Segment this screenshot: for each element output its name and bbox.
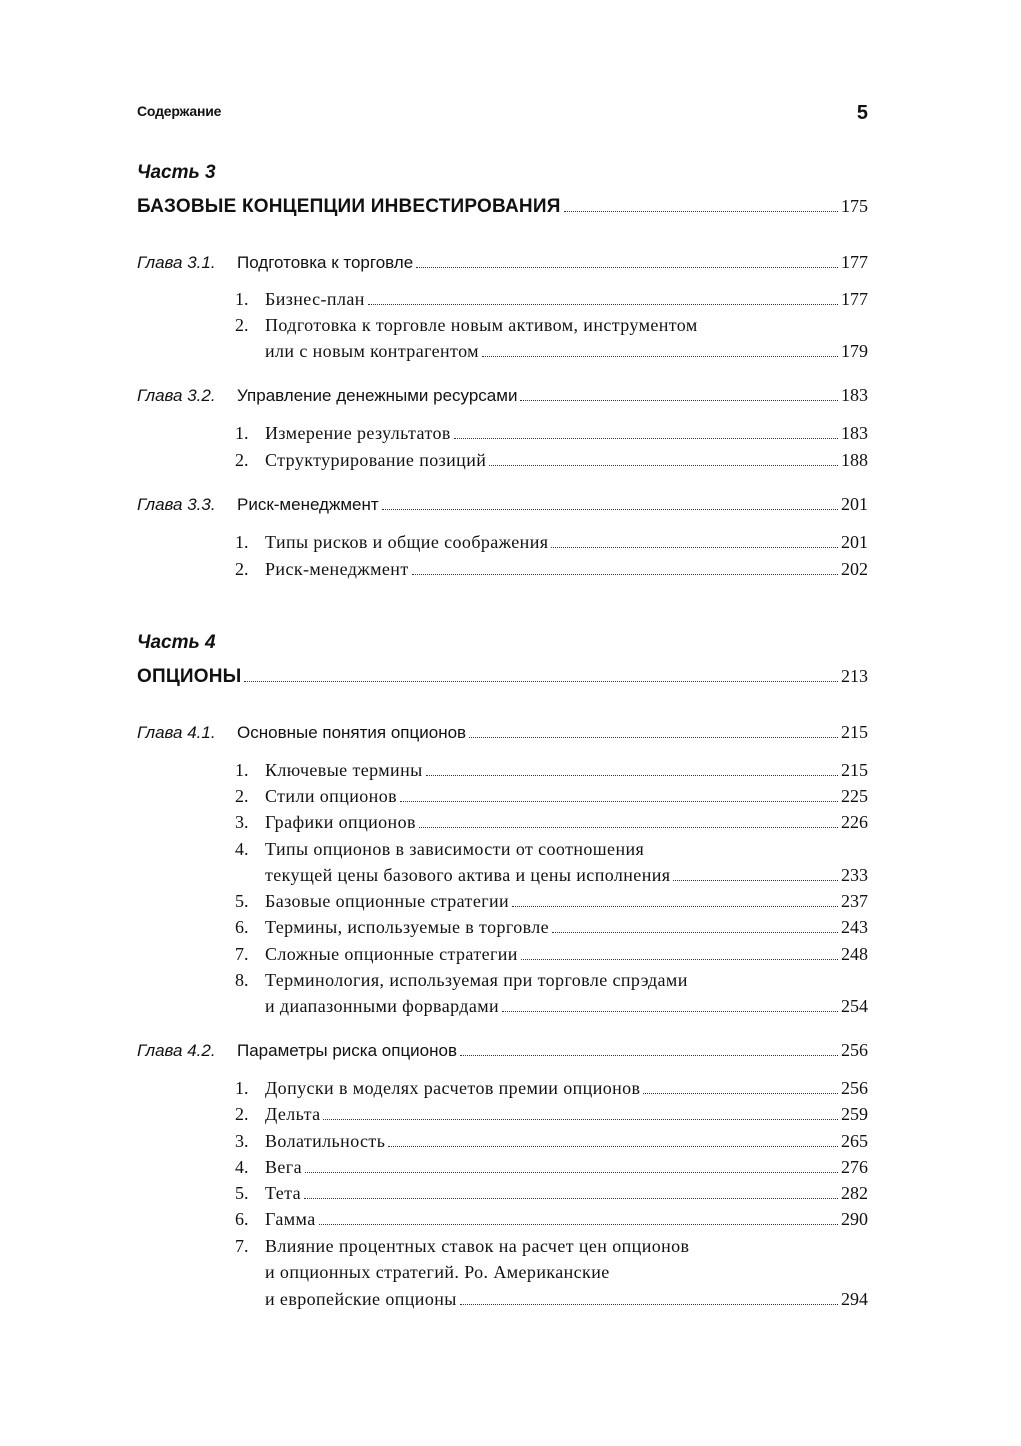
section-entry[interactable] <box>137 944 868 970</box>
section-title: Волатильность <box>265 1131 386 1151</box>
chapter-prefix: Глава 3.3. <box>137 495 216 514</box>
section-entry[interactable] <box>137 865 868 891</box>
section-entry[interactable] <box>137 891 868 917</box>
leader-dots <box>482 356 838 357</box>
page-ref: 276 <box>841 1157 868 1177</box>
section-number: 5. <box>235 1183 249 1203</box>
section-number: 2. <box>235 1104 249 1124</box>
chapter-prefix: Глава 3.2. <box>137 386 216 405</box>
chapter-entry[interactable] <box>137 385 868 411</box>
page-ref: 254 <box>841 996 868 1016</box>
page-ref: 202 <box>841 559 868 579</box>
section-number: 3. <box>235 812 249 832</box>
section-entry[interactable] <box>137 1236 868 1262</box>
section-entry[interactable] <box>137 450 868 476</box>
leader-dots <box>502 1011 838 1012</box>
page-ref: 183 <box>841 385 868 405</box>
leader-dots <box>521 959 838 960</box>
leader-dots <box>460 1304 838 1305</box>
page-ref: 201 <box>841 494 868 514</box>
leader-dots <box>643 1093 838 1094</box>
section-title: Базовые опционные стратегии <box>265 891 510 911</box>
page-ref: 226 <box>841 812 868 832</box>
page-ref: 256 <box>841 1040 868 1060</box>
chapter-entry[interactable] <box>137 1040 868 1066</box>
page-ref: 201 <box>841 532 868 552</box>
section-title: Типы рисков и общие соображения <box>265 532 549 552</box>
section-number: 4. <box>235 1157 249 1177</box>
section-entry[interactable] <box>137 786 868 812</box>
section-title: Сложные опционные стратегии <box>265 944 518 964</box>
section-entry[interactable] <box>137 559 868 585</box>
chapter-title: Параметры риска опционов <box>237 1041 458 1060</box>
leader-dots <box>673 880 838 881</box>
leader-dots <box>460 1055 838 1056</box>
leader-dots <box>382 509 838 510</box>
section-number: 2. <box>235 559 249 579</box>
section-title: Терминология, используемая при торговле спрэдами <box>265 970 688 990</box>
section-title: Структурирование позиций <box>265 450 487 470</box>
section-title-continued: или с новым контрагентом <box>265 341 479 361</box>
page-ref: 237 <box>841 891 868 911</box>
page-ref: 248 <box>841 944 868 964</box>
section-entry[interactable] <box>137 760 868 786</box>
chapter-entry[interactable] <box>137 252 868 278</box>
section-entry[interactable] <box>137 1157 868 1183</box>
page-ref: 183 <box>841 423 868 443</box>
chapter-entry[interactable] <box>137 722 868 748</box>
section-title-continued: и европейские опционы <box>265 1289 457 1309</box>
section-number: 7. <box>235 1236 249 1256</box>
section-entry[interactable] <box>137 996 868 1022</box>
section-entry[interactable] <box>137 812 868 838</box>
section-number: 2. <box>235 786 249 806</box>
section-title: Измерение результатов <box>265 423 451 443</box>
section-number: 3. <box>235 1131 249 1151</box>
part-label: Часть 4 <box>137 632 216 653</box>
page-ref: 294 <box>841 1289 868 1309</box>
page-ref: 225 <box>841 786 868 806</box>
part-label: Часть 3 <box>137 162 216 183</box>
section-number: 7. <box>235 944 249 964</box>
leader-dots <box>388 1146 838 1147</box>
page-ref: 179 <box>841 341 868 361</box>
leader-dots <box>412 574 838 575</box>
section-number: 2. <box>235 450 249 470</box>
section-entry[interactable] <box>137 423 868 449</box>
section-title: Бизнес-план <box>265 289 365 309</box>
running-head: Содержание <box>137 103 222 119</box>
section-entry[interactable] <box>137 532 868 558</box>
section-title: Ключевые термины <box>265 760 423 780</box>
section-entry[interactable] <box>137 970 868 996</box>
leader-dots <box>520 400 838 401</box>
leader-dots <box>551 547 838 548</box>
section-number: 1. <box>235 760 249 780</box>
leader-dots <box>564 211 838 212</box>
section-number: 1. <box>235 1078 249 1098</box>
page-ref: 215 <box>841 760 868 780</box>
page-ref: 243 <box>841 917 868 937</box>
section-title-continued: и диапазонными форвардами <box>265 996 500 1016</box>
section-title: Графики опционов <box>265 812 416 832</box>
section-entry[interactable] <box>137 1209 868 1235</box>
chapter-prefix: Глава 4.1. <box>137 723 216 742</box>
section-number: 5. <box>235 891 249 911</box>
section-entry[interactable] <box>137 1104 868 1130</box>
section-number: 1. <box>235 423 249 443</box>
section-title-continued: и опционных стратегий. Ро. Американские <box>265 1262 610 1282</box>
part-title: БАЗОВЫЕ КОНЦЕПЦИИ ИНВЕСТИРОВАНИЯ <box>137 196 561 217</box>
section-title: Стили опционов <box>265 786 398 806</box>
section-entry[interactable] <box>137 917 868 943</box>
section-entry[interactable] <box>137 1131 868 1157</box>
page-ref: 290 <box>841 1209 868 1229</box>
section-entry[interactable] <box>137 289 868 315</box>
section-entry[interactable] <box>137 341 868 367</box>
leader-dots <box>552 932 838 933</box>
page-ref: 175 <box>841 196 868 216</box>
page-ref: 259 <box>841 1104 868 1124</box>
page-ref: 233 <box>841 865 868 885</box>
page-number: 5 <box>856 102 868 124</box>
leader-dots <box>319 1224 838 1225</box>
chapter-prefix: Глава 3.1. <box>137 253 216 272</box>
section-title-continued: текущей цены базового актива и цены исполнения <box>265 865 671 885</box>
section-title: Термины, используемые в торговле <box>265 917 550 937</box>
section-title: Допуски в моделях расчетов премии опционов <box>265 1078 641 1098</box>
section-entry[interactable] <box>137 1262 868 1288</box>
page-ref: 256 <box>841 1078 868 1098</box>
page-ref: 188 <box>841 450 868 470</box>
section-entry[interactable] <box>137 315 868 341</box>
leader-dots <box>426 775 838 776</box>
section-number: 1. <box>235 289 249 309</box>
section-number: 6. <box>235 1209 249 1229</box>
page-ref: 215 <box>841 722 868 742</box>
leader-dots <box>416 267 838 268</box>
page-ref: 282 <box>841 1183 868 1203</box>
section-number: 1. <box>235 532 249 552</box>
section-title: Подготовка к торговле новым активом, инструментом <box>265 315 698 335</box>
chapter-title: Управление денежными ресурсами <box>237 386 518 405</box>
chapter-prefix: Глава 4.2. <box>137 1041 216 1060</box>
section-title: Гамма <box>265 1209 316 1229</box>
part-title: ОПЦИОНЫ <box>137 666 242 687</box>
leader-dots <box>454 438 838 439</box>
section-title: Риск-менеджмент <box>265 559 409 579</box>
page-ref: 177 <box>841 252 868 272</box>
leader-dots <box>305 1172 838 1173</box>
section-title: Тета <box>265 1183 301 1203</box>
chapter-title: Основные понятия опционов <box>237 723 467 742</box>
leader-dots <box>419 827 838 828</box>
chapter-title: Подготовка к торговле <box>237 253 414 272</box>
page-ref: 177 <box>841 289 868 309</box>
leader-dots <box>304 1198 838 1199</box>
leader-dots <box>489 465 838 466</box>
section-title: Вега <box>265 1157 302 1177</box>
section-entry[interactable] <box>137 1078 868 1104</box>
leader-dots <box>368 304 838 305</box>
leader-dots <box>323 1119 838 1120</box>
section-number: 8. <box>235 970 249 990</box>
leader-dots <box>512 906 838 907</box>
part-title-line[interactable] <box>137 666 868 692</box>
section-number: 4. <box>235 839 249 859</box>
leader-dots <box>469 737 838 738</box>
section-entry[interactable] <box>137 1183 868 1209</box>
page-ref: 213 <box>841 666 868 686</box>
part-title-line[interactable] <box>137 196 868 222</box>
section-title: Дельта <box>265 1104 321 1124</box>
section-entry[interactable] <box>137 839 868 865</box>
chapter-title: Риск-менеджмент <box>237 495 379 514</box>
chapter-entry[interactable] <box>137 494 868 520</box>
section-title: Влияние процентных ставок на расчет цен опционов <box>265 1236 690 1256</box>
section-title: Типы опционов в зависимости от соотношения <box>265 839 645 859</box>
leader-dots <box>400 801 838 802</box>
section-number: 2. <box>235 315 249 335</box>
leader-dots <box>244 681 838 682</box>
section-entry[interactable] <box>137 1289 868 1315</box>
page-ref: 265 <box>841 1131 868 1151</box>
section-number: 6. <box>235 917 249 937</box>
